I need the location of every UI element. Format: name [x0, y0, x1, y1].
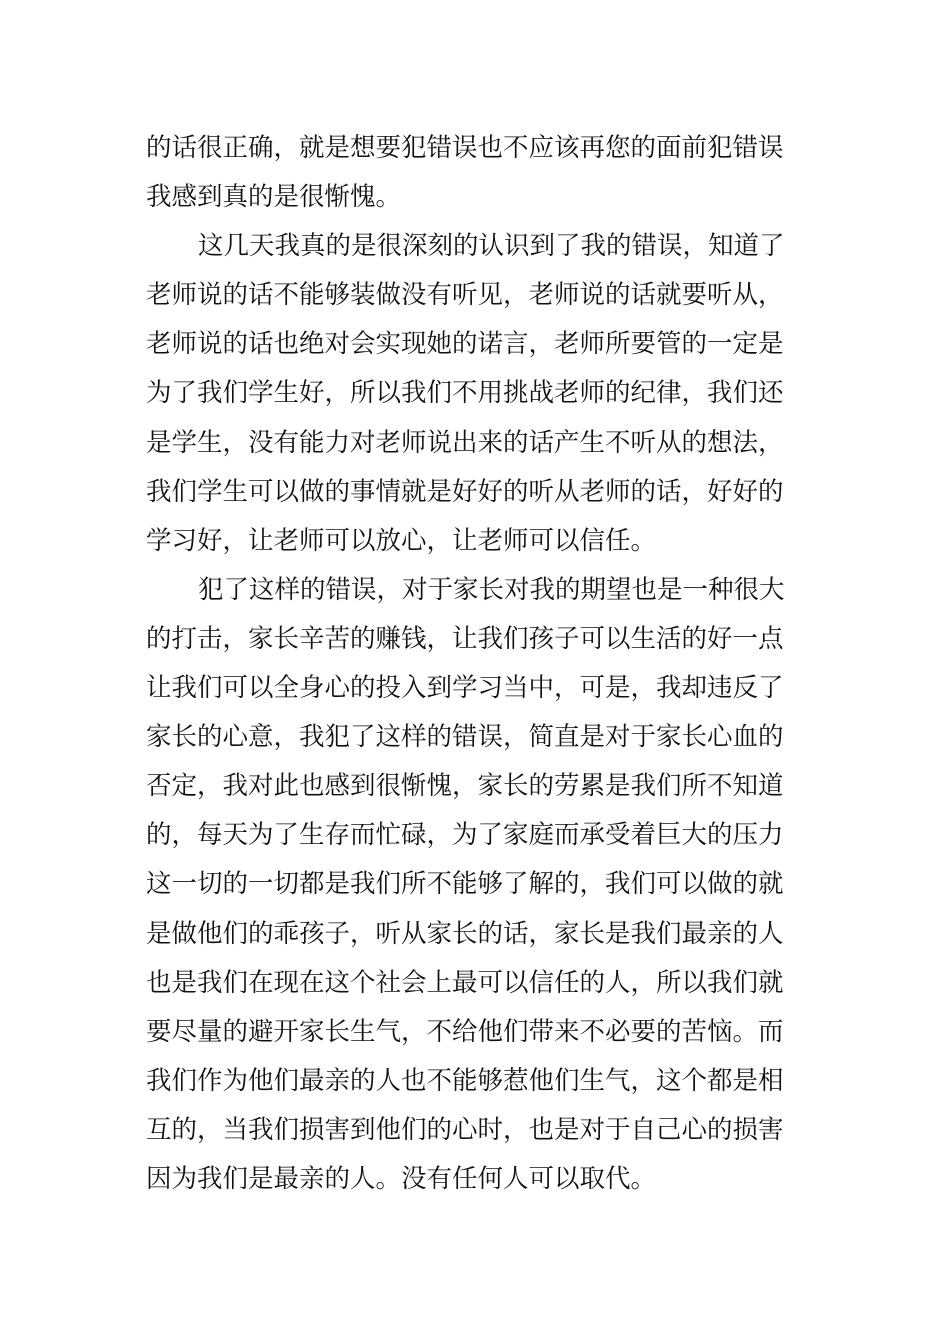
text-line: 家长的心意，我犯了这样的错误，简直是对于家长心血的	[146, 722, 784, 753]
text-line: 这一切的一切都是我们所不能够了解的，我们可以做的就	[146, 869, 784, 900]
text-line: 让我们可以全身心的投入到学习当中，可是，我却违反了	[146, 673, 784, 704]
text-line: 老师说的话也绝对会实现她的诺言，老师所要管的一定是	[146, 329, 784, 360]
paragraph-start-line: 这几天我真的是很深刻的认识到了我的错误，知道了	[198, 231, 785, 262]
text-line: 我们作为他们最亲的人也不能够惹他们生气，这个都是相	[146, 1065, 784, 1096]
text-line: 互的，当我们损害到他们的心时，也是对于自己心的损害	[146, 1114, 784, 1145]
text-line: 的打击，家长辛苦的赚钱，让我们孩子可以生活的好一点	[146, 623, 784, 654]
text-line: 要尽量的避开家长生气，不给他们带来不必要的苦恼。而	[146, 1016, 784, 1047]
text-line: 的话很正确，就是想要犯错误也不应该再您的面前犯错误	[146, 133, 784, 163]
paragraph-start-line: 犯了这样的错误，对于家长对我的期望也是一种很大	[198, 574, 785, 605]
text-line: 是学生，没有能力对老师说出来的话产生不听从的想法，	[146, 427, 784, 458]
text-line: 老师说的话不能够装做没有听见，老师说的话就要听从，	[146, 280, 784, 311]
text-line: 学习好，让老师可以放心，让老师可以信任。	[146, 525, 657, 556]
text-line: 为了我们学生好，所以我们不用挑战老师的纪律，我们还	[146, 378, 784, 409]
text-line: 我们学生可以做的事情就是好好的听从老师的话，好好的	[146, 476, 784, 507]
text-line: 我感到真的是很惭愧。	[146, 182, 402, 213]
text-line: 的，每天为了生存而忙碌，为了家庭而承受着巨大的压力	[146, 820, 784, 851]
text-line: 因为我们是最亲的人。没有任何人可以取代。	[146, 1163, 657, 1194]
text-line: 也是我们在现在这个社会上最可以信任的人，所以我们就	[146, 967, 784, 998]
text-line: 是做他们的乖孩子，听从家长的话，家长是我们最亲的人	[146, 918, 784, 949]
document-body	[146, 124, 806, 1204]
text-line: 否定，我对此也感到很惭愧，家长的劳累是我们所不知道	[146, 771, 784, 802]
